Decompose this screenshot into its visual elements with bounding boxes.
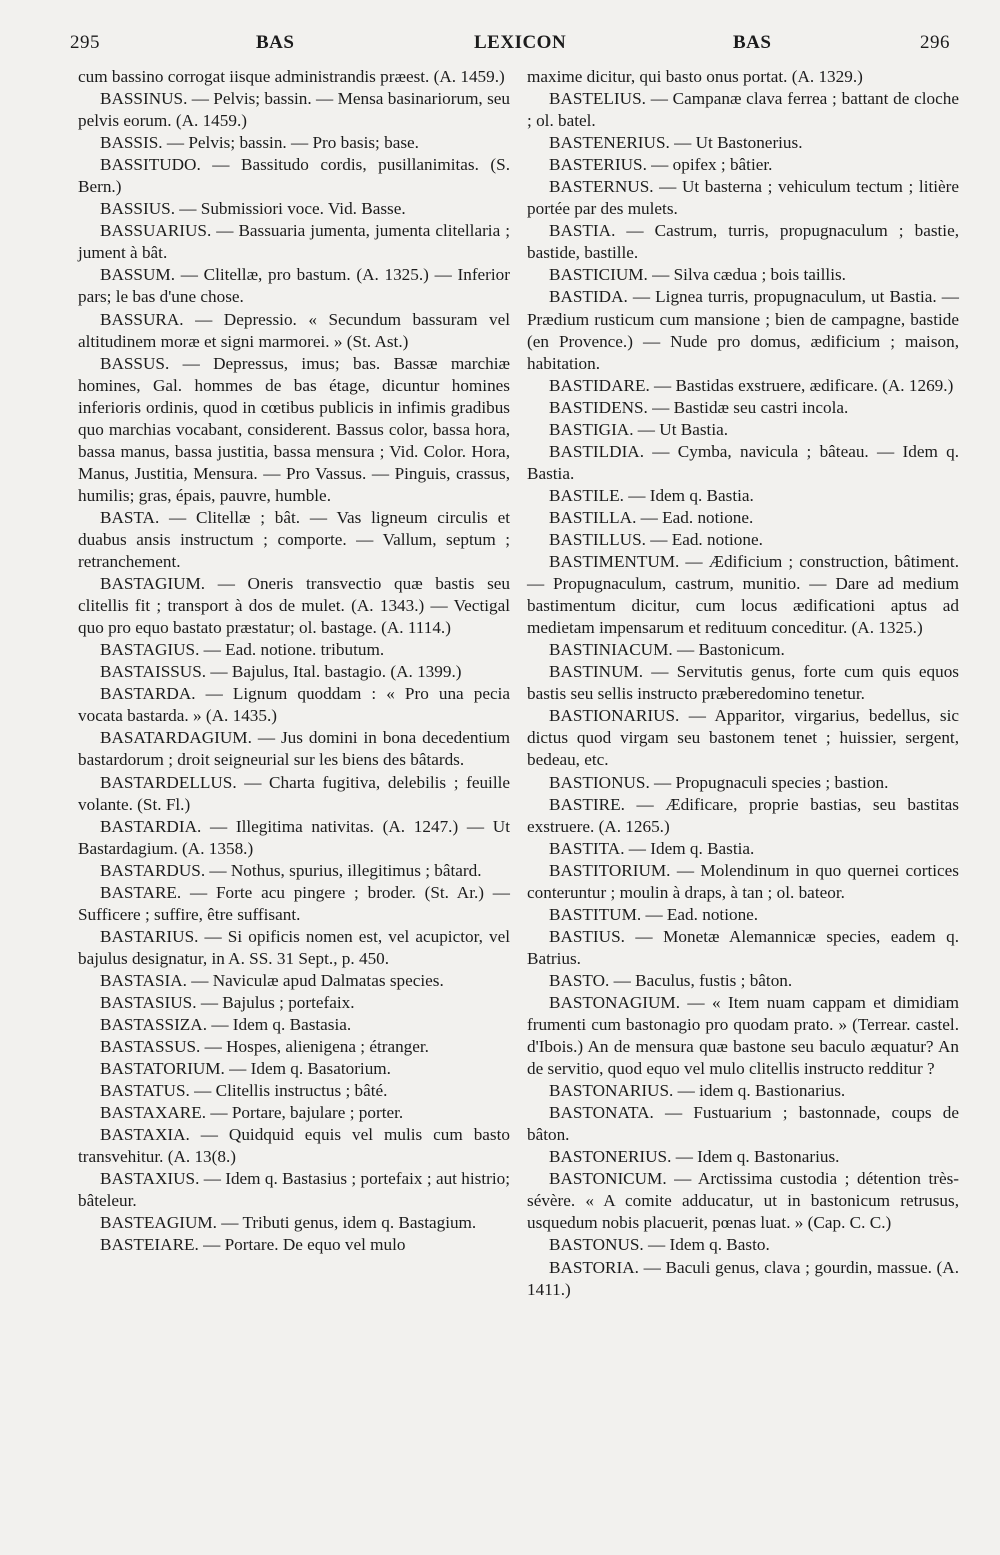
dictionary-entry: BASTARDUS. — Nothus, spurius, illegitimus ; bâtard. xyxy=(100,860,482,880)
dictionary-entry: BASTASSUS. — Hospes, alienigena ; étranger. xyxy=(100,1037,429,1057)
dictionary-entry: BASTARDELLUS. — Charta fugitiva, delebilis ; feuille volante. (St. Fl.) xyxy=(78,772,510,814)
dictionary-entry: BASTILE. — Idem q. Bastia. xyxy=(549,485,754,505)
right-column xyxy=(527,66,959,1301)
dictionary-entry: BASTONERIUS. — Idem q. Bastonarius. xyxy=(549,1147,840,1167)
dictionary-entry: BASTONAGIUM. — « Item nuam cappam et dimidiam frumenti cum bastonagio pro quodam prato. » (Terrear. castel. d'Ibois.) An de mensura quæ bastone seu baculo æquatur? An de servitio, quod equo vel mulo clitellis instructo redditur ? xyxy=(527,992,959,1079)
dictionary-entry: BASTICIUM. — Silva cædua ; bois taillis. xyxy=(549,265,846,285)
dictionary-entry: BASTIDENS. — Bastidæ seu castri incola. xyxy=(549,397,849,417)
dictionary-entry: BASTIDARE. — Bastidas exstruere, ædificare. (A. 1269.) xyxy=(549,375,954,395)
dictionary-entry: BASTAGIUM. — Oneris transvectio quæ bastis seu clitellis fit ; transport à dos de mulet. (A. 1343.) — Vectigal quo pro equo bastato præstatur; ol. bastage. (A. 1114.) xyxy=(78,574,510,638)
dictionary-entry: BASTITORIUM. — Molendinum in quo quernei cortices conteruntur ; moulin à draps, à tan ; ol. bateor. xyxy=(527,860,959,902)
dictionary-entry: BASTIONARIUS. — Apparitor, virgarius, bedellus, sic dictus quod virgam seu bastonem tenet ; huissier, sergent, bedeau, etc. xyxy=(527,706,959,770)
dictionary-entry: BASTERIUS. — opifex ; bâtier. xyxy=(549,155,773,175)
dictionary-entry: BASSINUS. — Pelvis; bassin. — Mensa basinariorum, seu pelvis eorum. (A. 1459.) xyxy=(78,89,510,131)
dictionary-entry: BASSIS. — Pelvis; bassin. — Pro basis; base. xyxy=(100,133,419,153)
dictionary-entry: BASSUM. — Clitellæ, pro bastum. (A. 1325.) — Inferior pars; le bas d'une chose. xyxy=(78,265,510,307)
dictionary-entry: BASTARDIA. — Illegitima nativitas. (A. 1247.) — Ut Bastardagium. (A. 1358.) xyxy=(78,816,510,858)
dictionary-entry: BASTERNUS. — Ut basterna ; vehiculum tectum ; litière portée par des mulets. xyxy=(527,177,959,219)
dictionary-entry: BASTEAGIUM. — Tributi genus, idem q. Bastagium. xyxy=(100,1213,477,1233)
dictionary-entry: BASTARE. — Forte acu pingere ; broder. (St. Ar.) — Sufficere ; suffire, être suffisant. xyxy=(78,882,510,924)
dictionary-entry: BASTA. — Clitellæ ; bât. — Vas ligneum circulis et duabus ansis instructum ; comporte. — Vallum, septum ; retranchement. xyxy=(78,507,510,572)
dictionary-entry: BASTASSIZA. — Idem q. Bastasia. xyxy=(100,1015,352,1035)
dictionary-entry: BASTEIARE. — Portare. De equo vel mulo xyxy=(100,1235,406,1255)
entry-continuation: maxime dicitur, qui basto onus portat. (A. 1329.) xyxy=(527,67,863,86)
dictionary-entry: BASTORIA. — Baculi genus, clava ; gourdin, massue. (A. 1411.) xyxy=(527,1257,959,1299)
dictionary-entry: BASTELIUS. — Campanæ clava ferrea ; battant de cloche ; ol. batel. xyxy=(527,89,959,131)
left-guide-word: BAS xyxy=(256,32,295,53)
running-header xyxy=(70,28,950,64)
dictionary-entry: BASTONUS. — Idem q. Basto. xyxy=(549,1235,770,1255)
dictionary-entry: BASTAXARE. — Portare, bajulare ; porter. xyxy=(100,1103,404,1123)
dictionary-entry: BASTAISSUS. — Bajulus, Ital. bastagio. (A. 1399.) xyxy=(100,662,462,682)
dictionary-entry: BASTITA. — Idem q. Bastia. xyxy=(549,838,755,858)
left-column xyxy=(78,66,510,1257)
dictionary-entry: BASTONARIUS. — idem q. Bastionarius. xyxy=(549,1081,846,1101)
dictionary-entry: BASTIGIA. — Ut Bastia. xyxy=(549,419,729,439)
dictionary-entry: BASTAXIA. — Quidquid equis vel mulis cum basto transvehitur. (A. 13(8.) xyxy=(78,1125,510,1167)
dictionary-entry: BASTILDIA. — Cymba, navicula ; bâteau. — Idem q. Bastia. xyxy=(527,441,959,483)
dictionary-entry: BASTINIACUM. — Bastonicum. xyxy=(549,640,785,660)
dictionary-entry: BASSURA. — Depressio. « Secundum bassuram vel altitudinem moræ et signi marmorei. » (St. Ast.) xyxy=(78,309,510,351)
dictionary-entry: BASTIUS. — Monetæ Alemannicæ species, eadem q. Batrius. xyxy=(527,926,959,968)
dictionary-entry: BASTITUM. — Ead. notione. xyxy=(549,904,759,924)
dictionary-entry: BASTINUM. — Servitutis genus, forte cum quis equos bastis seu sellis instructo præberedomino tenetur. xyxy=(527,662,959,704)
dictionary-entry: BASTATUS. — Clitellis instructus ; bâté. xyxy=(100,1081,388,1101)
dictionary-entry: BASSITUDO. — Bassitudo cordis, pusillanimitas. (S. Bern.) xyxy=(78,155,510,197)
dictionary-entry: BASTIRE. — Ædificare, proprie bastias, seu bastitas exstruere. (A. 1265.) xyxy=(527,794,959,836)
dictionary-entry: BASTILLA. — Ead. notione. xyxy=(549,507,754,527)
dictionary-entry: BASTAXIUS. — Idem q. Bastasius ; portefaix ; aut histrio; bâteleur. xyxy=(78,1169,510,1211)
dictionary-entry: BASTASIA. — Naviculæ apud Dalmatas species. xyxy=(100,970,444,990)
dictionary-entry: BASTENERIUS. — Ut Bastonerius. xyxy=(549,133,803,153)
dictionary-entry: BASTARIUS. — Si opificis nomen est, vel acupictor, vel bajulus designatur, in A. SS. 31 Sept., p. 450. xyxy=(78,926,510,968)
right-guide-word: BAS xyxy=(733,32,772,53)
dictionary-entry: BASTIMENTUM. — Ædificium ; construction, bâtiment. — Propugnaculum, castrum, munitio. — Dare ad medium bastimentum dicitur, cum locus ædificationi aptus ad medietam impensarum et redituum conceditur. (A. 1325.) xyxy=(527,552,959,638)
dictionary-entry: BASSIUS. — Submissiori voce. Vid. Basse. xyxy=(100,199,406,219)
dictionary-entry: BASTASIUS. — Bajulus ; portefaix. xyxy=(100,992,355,1012)
dictionary-entry: BASATARDAGIUM. — Jus domini in bona decedentium bastardorum ; droit seigneurial sur les biens des bâtards. xyxy=(78,728,510,770)
dictionary-entry: BASTILLUS. — Ead. notione. xyxy=(549,529,763,549)
entry-continuation: cum bassino corrogat iisque administrandis præest. (A. 1459.) xyxy=(78,67,505,86)
dictionary-entry: BASTIDA. — Lignea turris, propugnaculum, ut Bastia. — Prædium rusticum cum mansione ; bien de campagne, bastide (en Provence.) — Nude pro domus, ædificium ; maison, habitation. xyxy=(527,287,959,373)
right-page-number: 296 xyxy=(920,32,950,53)
dictionary-entry: BASTIONUS. — Propugnaculi species ; bastion. xyxy=(549,772,889,792)
dictionary-entry: BASTATORIUM. — Idem q. Basatorium. xyxy=(100,1059,391,1079)
dictionary-entry: BASTAGIUS. — Ead. notione. tributum. xyxy=(100,640,385,660)
running-title: LEXICON xyxy=(474,32,567,53)
dictionary-entry: BASTONICUM. — Arctissima custodia ; détention très-sévère. « A comite adducatur, ut in bastonicum retrusus, usquedum nobis placuerit, pœnas luat. » (Cap. C. C.) xyxy=(527,1169,959,1233)
dictionary-entry: BASTONATA. — Fustuarium ; bastonnade, coups de bâton. xyxy=(527,1103,959,1145)
left-page-number: 295 xyxy=(70,32,100,53)
dictionary-entry: BASSUARIUS. — Bassuaria jumenta, jumenta clitellaria ; jument à bât. xyxy=(78,221,510,263)
dictionary-entry: BASTIA. — Castrum, turris, propugnaculum ; bastie, bastide, bastille. xyxy=(527,221,959,263)
dictionary-entry: BASSUS. — Depressus, imus; bas. Bassæ marchiæ homines, Gal. hommes de bas étage, dicuntur homines inferioris ordinis, quod in cœtibus publicis in infimis gradibus quo marchias vocabant, considerent. Bassus color, bassa hora, bassa manus, bassa justitia, bassa mensura ; Vid. Color. Hora, Manus, Justitia, Mensura. — Pro Vassus. — Pinguis, crassus, humilis; gras, épais, pauvre, humble. xyxy=(78,353,510,505)
dictionary-entry: BASTO. — Baculus, fustis ; bâton. xyxy=(549,970,793,990)
dictionary-entry: BASTARDA. — Lignum quoddam : « Pro una pecia vocata bastarda. » (A. 1435.) xyxy=(78,684,510,726)
